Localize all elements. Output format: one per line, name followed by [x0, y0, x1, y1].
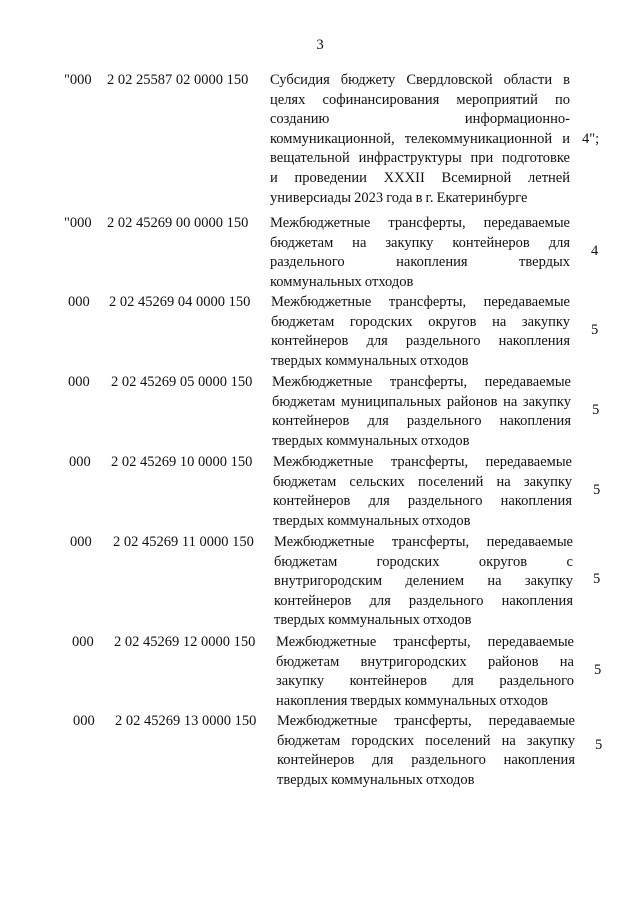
admin-code: 000: [68, 294, 90, 310]
row-value: 5: [593, 482, 601, 498]
budget-classification-code: 2 02 45269 13 0000 150: [115, 713, 257, 729]
description-line: коммуникационной, телекоммуникационной и: [270, 130, 570, 147]
row-value: 5: [594, 662, 602, 678]
admin-code: "000: [64, 72, 92, 88]
row-value: 5: [592, 402, 600, 418]
description-line: контейнеров для раздельного накопления: [277, 752, 575, 769]
row-description: [273, 453, 572, 531]
description-line: контейнеров для раздельного накопления: [271, 333, 570, 350]
description-line: бюджетам муниципальных районов на закупку: [272, 393, 571, 410]
budget-classification-code: 2 02 45269 10 0000 150: [111, 454, 253, 470]
admin-code: 000: [70, 534, 92, 550]
row-value: 4: [591, 243, 599, 259]
description-line: Межбюджетные трансферты, передаваемые: [274, 534, 573, 550]
description-line: Межбюджетные трансферты, передаваемые: [277, 713, 575, 729]
description-line: твердых коммунальных отходов: [271, 352, 469, 369]
admin-code: 000: [68, 374, 90, 390]
row-value: 4";: [582, 131, 600, 147]
description-line: накопления твердых коммунальных отходов: [276, 692, 548, 709]
description-line: бюджетам городских поселений на закупку: [277, 732, 575, 749]
description-line: Субсидия бюджету Свердловской области в: [270, 72, 570, 88]
description-line: целях софинансирования мероприятий по: [270, 91, 570, 108]
budget-classification-code: 2 02 45269 12 0000 150: [114, 634, 256, 650]
description-line: внутригородским делением на закупку: [274, 573, 573, 590]
description-line: закупку контейнеров для раздельного: [276, 673, 574, 690]
row-description: [271, 293, 570, 371]
description-line: Межбюджетные трансферты, передаваемые: [272, 374, 571, 390]
description-line: твердых коммунальных отходов: [273, 512, 471, 529]
description-line: бюджетам городских округов на закупку: [271, 313, 570, 330]
description-line: контейнеров для раздельного накопления: [274, 592, 573, 609]
description-line: бюджетам городских округов с: [274, 553, 573, 570]
row-description: [272, 373, 571, 451]
description-line: контейнеров для раздельного накопления: [273, 493, 572, 510]
description-line: созданию информационно-: [270, 111, 570, 128]
budget-classification-code: 2 02 45269 04 0000 150: [109, 294, 251, 310]
description-line: твердых коммунальных отходов: [272, 432, 470, 449]
row-description: [270, 71, 570, 208]
row-description: [270, 214, 570, 292]
row-description: [276, 633, 574, 711]
description-line: бюджетам внутригородских районов на: [276, 653, 574, 670]
page-number: 3: [316, 37, 324, 53]
admin-code: "000: [64, 215, 92, 231]
description-line: Межбюджетные трансферты, передаваемые: [273, 454, 572, 470]
row-value: 5: [595, 737, 603, 753]
description-line: раздельного накопления твердых: [270, 254, 570, 271]
description-line: вещательной инфраструктуры при подготовке: [270, 150, 570, 167]
budget-classification-code: 2 02 45269 00 0000 150: [107, 215, 249, 231]
description-line: и проведении XXXII Всемирной летней: [270, 169, 570, 186]
description-line: Межбюджетные трансферты, передаваемые: [276, 634, 574, 650]
description-line: бюджетам сельских поселений на закупку: [273, 473, 572, 490]
description-line: Межбюджетные трансферты, передаваемые: [270, 215, 570, 231]
row-value: 5: [591, 322, 599, 338]
description-line: коммунальных отходов: [270, 273, 414, 290]
row-description: [274, 533, 573, 631]
budget-classification-code: 2 02 45269 05 0000 150: [111, 374, 253, 390]
row-description: [277, 712, 575, 790]
description-line: бюджетам на закупку контейнеров для: [270, 234, 570, 251]
description-line: Межбюджетные трансферты, передаваемые: [271, 294, 570, 310]
budget-classification-code: 2 02 25587 02 0000 150: [107, 72, 249, 88]
admin-code: 000: [72, 634, 94, 650]
row-value: 5: [593, 571, 601, 587]
description-line: твердых коммунальных отходов: [274, 612, 472, 629]
admin-code: 000: [73, 713, 95, 729]
description-line: твердых коммунальных отходов: [277, 771, 475, 788]
budget-classification-code: 2 02 45269 11 0000 150: [113, 534, 254, 550]
description-line: универсиады 2023 года в г. Екатеринбурге: [270, 189, 528, 206]
description-line: контейнеров для раздельного накопления: [272, 413, 571, 430]
admin-code: 000: [69, 454, 91, 470]
